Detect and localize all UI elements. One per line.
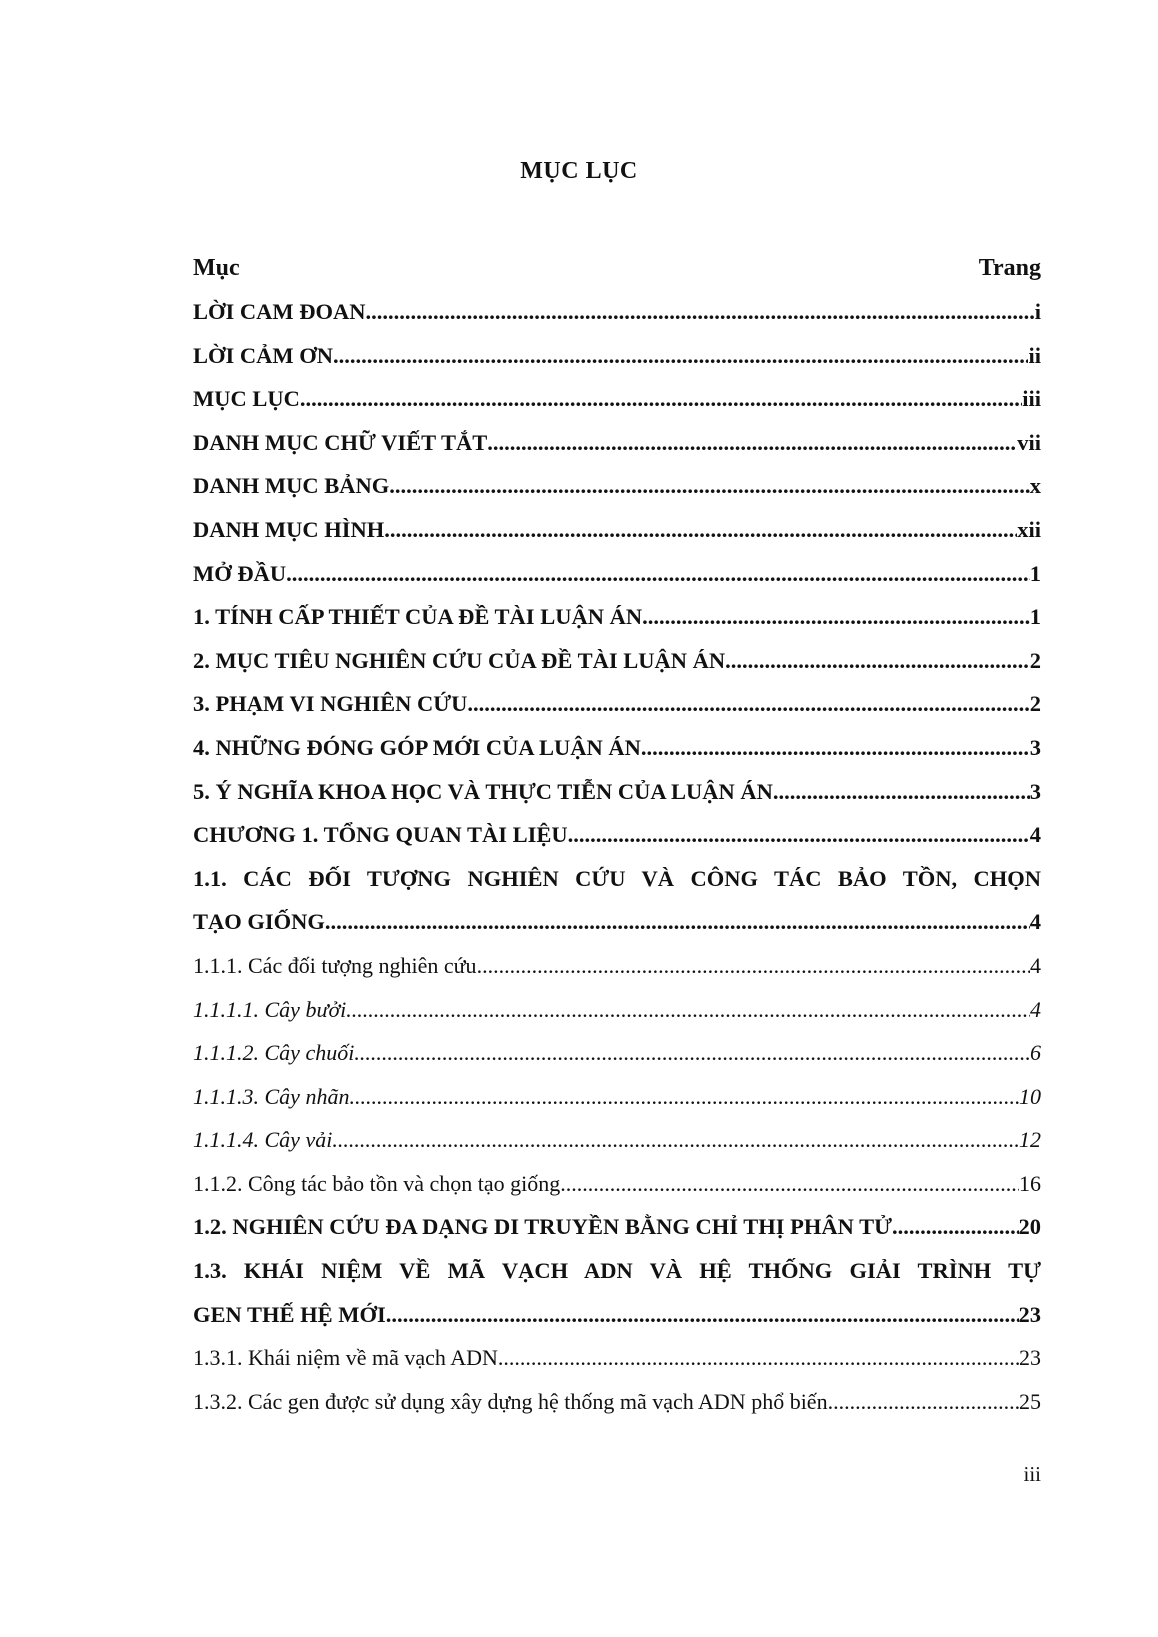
toc-entry-label: 1.1.1.2. Cây chuối <box>193 1040 355 1066</box>
toc-entry-label: 1.2. NGHIÊN CỨU ĐA DẠNG DI TRUYỀN BẰNG CHỈ THỊ PHÂN TỬ <box>193 1214 893 1240</box>
toc-entry-page: i <box>1034 299 1041 324</box>
toc-entry[interactable] <box>193 552 1041 596</box>
toc-entry-page: 16 <box>1019 1170 1041 1196</box>
toc-entry[interactable] <box>193 770 1041 814</box>
toc-entry-label: LỜI CAM ĐOAN <box>193 299 366 324</box>
toc-leader-dots <box>487 421 1017 465</box>
toc-entry-page: 4 <box>1030 952 1041 978</box>
toc-entry[interactable] <box>193 639 1041 683</box>
toc-entry-page: 4 <box>1029 822 1041 848</box>
toc-entry-label: 1.3.1. Khái niệm về mã vạch ADN <box>193 1345 498 1371</box>
toc-leader-dots <box>641 726 1030 770</box>
toc-leader-dots <box>386 1293 1019 1337</box>
toc-entry[interactable] <box>193 1162 1041 1206</box>
toc-entry[interactable] <box>193 900 1041 944</box>
toc-leader-dots <box>389 464 1030 508</box>
footer-page-number: iii <box>1023 1462 1041 1486</box>
toc-entry-label: 1.1.1.3. Cây nhãn <box>193 1083 350 1109</box>
toc-header-section: Mục <box>193 255 240 281</box>
toc-leader-dots <box>325 900 1030 944</box>
toc-entry[interactable] <box>193 1031 1041 1075</box>
toc-entry-page: 1 <box>1029 560 1041 586</box>
toc-entry-page: 20 <box>1018 1214 1041 1240</box>
toc-entry[interactable] <box>193 1293 1041 1337</box>
toc-leader-dots <box>300 377 1022 421</box>
toc-entry-label: 1.1.1.4. Cây vải <box>193 1127 333 1153</box>
toc-leader-dots <box>354 1031 1030 1075</box>
toc-entry-label: 1. TÍNH CẤP THIẾT CỦA ĐỀ TÀI LUẬN ÁN <box>193 604 643 630</box>
toc-entry-page: 12 <box>1019 1127 1041 1153</box>
toc-leader-dots <box>773 770 1030 814</box>
toc-entry-page: 1 <box>1029 604 1041 630</box>
toc-leader-dots <box>568 813 1030 857</box>
toc-leader-dots <box>384 508 1017 552</box>
toc-entry-page: x <box>1029 473 1041 499</box>
toc-header <box>193 246 1041 290</box>
toc-entry-label: DANH MỤC HÌNH <box>193 516 385 542</box>
toc-entry-label: CHƯƠNG 1. TỔNG QUAN TÀI LIỆU <box>193 822 568 848</box>
toc-entry[interactable] <box>193 1380 1041 1424</box>
toc-entry-label: 1.1.2. Công tác bảo tồn và chọn tạo giống <box>193 1170 561 1196</box>
toc-entry-page: 3 <box>1029 778 1041 804</box>
toc-entry-label: 1.1.1. Các đối tượng nghiên cứu <box>193 952 477 978</box>
toc-entry-page: 6 <box>1030 1040 1041 1066</box>
toc-entry[interactable] <box>193 813 1041 857</box>
toc-header-page: Trang <box>978 255 1041 281</box>
toc-entry-page: 2 <box>1029 691 1041 717</box>
toc-leader-dots <box>349 1075 1019 1119</box>
toc-leader-dots <box>725 639 1030 683</box>
toc-entry-page: vii <box>1017 429 1041 455</box>
toc-entry[interactable] <box>193 1336 1041 1380</box>
toc-entry-label: MỤC LỤC <box>193 386 300 412</box>
toc-leader-dots <box>892 1205 1018 1249</box>
toc-entry-label: TẠO GIỐNG <box>193 909 325 935</box>
toc-entry-page: 2 <box>1029 647 1041 673</box>
toc-entry-label: 1.3.2. Các gen được sử dụng xây dựng hệ thống mã vạch ADN phổ biến <box>193 1388 828 1414</box>
toc-entry-label: 5. Ý NGHĨA KHOA HỌC VÀ THỰC TIỄN CỦA LUẬN ÁN <box>193 778 773 804</box>
toc-entry[interactable] <box>193 726 1041 770</box>
toc-leader-dots <box>286 552 1030 596</box>
toc-entry-page: ii <box>1028 342 1041 368</box>
toc-entry[interactable] <box>193 421 1041 465</box>
toc-entry[interactable] <box>193 508 1041 552</box>
toc-entry-line[interactable]: 1.3. KHÁI NIỆM VỀ MÃ VẠCH ADN VÀ HỆ THỐNG GIẢI TRÌNH TỰ <box>193 1258 1041 1284</box>
toc-entry-label: GEN THẾ HỆ MỚI <box>193 1301 386 1327</box>
toc-entry-page: 23 <box>1018 1301 1041 1327</box>
toc-entry-label: 4. NHỮNG ĐÓNG GÓP MỚI CỦA LUẬN ÁN <box>193 734 641 760</box>
toc-entry[interactable] <box>193 682 1041 726</box>
toc-entry[interactable] <box>193 1075 1041 1119</box>
toc-entry[interactable] <box>193 290 1041 334</box>
toc-entry-label: LỜI CẢM ƠN <box>193 342 333 368</box>
toc-entry-page: 10 <box>1019 1083 1041 1109</box>
toc-leader-dots <box>828 1380 1019 1424</box>
toc-entry-page: 4 <box>1029 909 1041 935</box>
toc-entry-label: MỞ ĐẦU <box>193 560 287 586</box>
toc-entry[interactable] <box>193 1205 1041 1249</box>
toc-entry[interactable] <box>193 1118 1041 1162</box>
toc-entry-page: 4 <box>1030 996 1041 1022</box>
toc-leader-dots <box>333 334 1028 378</box>
toc-entry-line[interactable]: 1.1. CÁC ĐỐI TƯỢNG NGHIÊN CỨU VÀ CÔNG TÁC BẢO TỒN, CHỌN <box>193 865 1041 891</box>
toc-entry-label: 2. MỤC TIÊU NGHIÊN CỨU CỦA ĐỀ TÀI LUẬN ÁN <box>193 647 726 673</box>
toc-entry-page: 25 <box>1019 1388 1041 1414</box>
toc-leader-dots <box>467 682 1029 726</box>
page-title: MỤC LỤC <box>520 158 638 184</box>
toc-entry-label: 3. PHẠM VI NGHIÊN CỨU <box>193 691 468 717</box>
toc-leader-dots <box>498 1336 1019 1380</box>
toc-leader-dots <box>642 595 1030 639</box>
toc-leader-dots <box>477 944 1030 988</box>
toc-leader-dots <box>366 290 1035 334</box>
toc-entry[interactable] <box>193 988 1041 1032</box>
toc-entry[interactable] <box>193 595 1041 639</box>
toc-entry[interactable] <box>193 464 1041 508</box>
toc-entry-page: 23 <box>1019 1345 1041 1371</box>
toc-entry-label: DANH MỤC BẢNG <box>193 473 390 499</box>
table-of-contents <box>193 246 1041 1423</box>
toc-entry[interactable] <box>193 334 1041 378</box>
toc-entry-page: xii <box>1017 516 1041 542</box>
toc-entry-page: 3 <box>1029 734 1041 760</box>
toc-entry-label: DANH MỤC CHỮ VIẾT TẮT <box>193 429 488 455</box>
toc-leader-dots <box>346 988 1030 1032</box>
toc-entry-page: iii <box>1022 386 1041 412</box>
toc-leader-dots <box>332 1118 1019 1162</box>
toc-entry[interactable] <box>193 944 1041 988</box>
toc-entry-label: 1.1.1.1. Cây bưởi <box>193 996 347 1022</box>
toc-leader-dots <box>560 1162 1019 1206</box>
toc-entry[interactable] <box>193 377 1041 421</box>
toc-rows <box>193 290 1041 1423</box>
